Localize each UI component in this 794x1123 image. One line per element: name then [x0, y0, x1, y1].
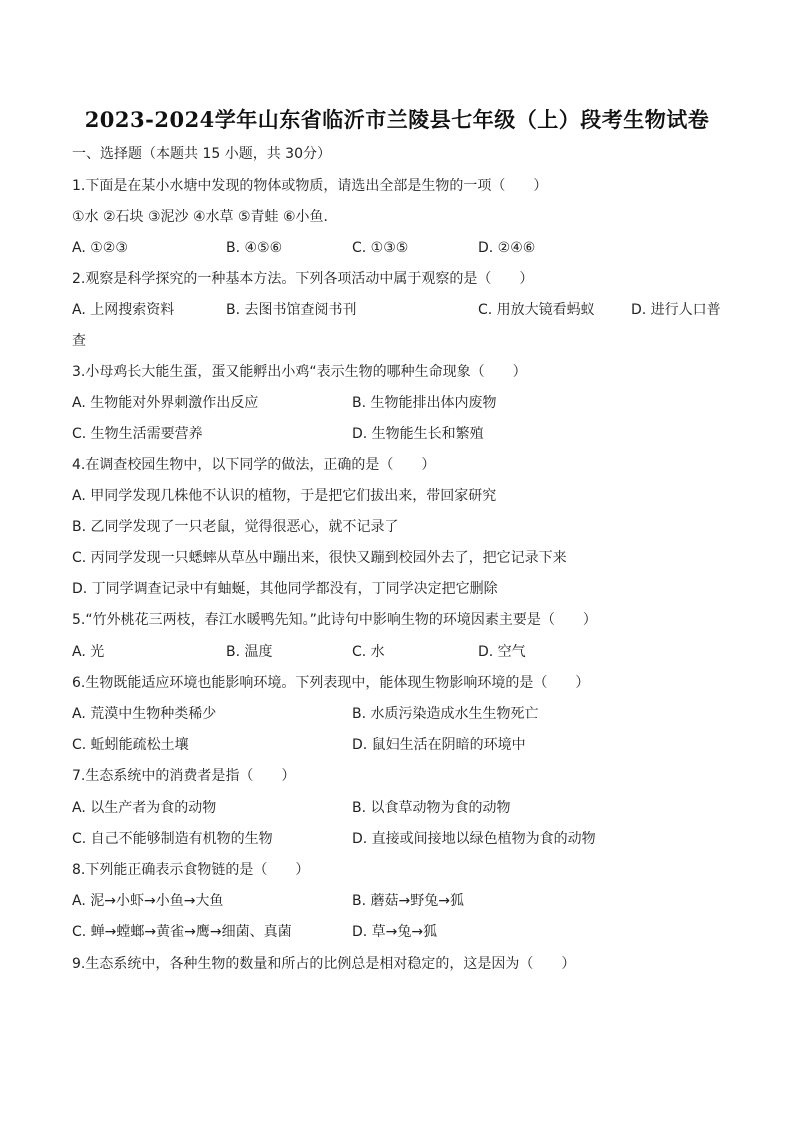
question-1-items: ①水 ②石块 ③泥沙 ④水草 ⑤青蛙 ⑥小鱼． — [72, 209, 338, 225]
question-5-option-a: A. 光 — [72, 644, 105, 660]
question-1-option-b: B. ④⑤⑥ — [226, 240, 283, 256]
question-6-option-b: B. 水质污染造成水生生物死亡 — [352, 706, 539, 722]
question-8-option-a: A. 泥→小虾→小鱼→大鱼 — [72, 893, 224, 909]
question-6-option-d: D. 鼠妇生活在阴暗的环境中 — [352, 737, 526, 753]
question-1-option-c: C. ①③⑤ — [352, 240, 409, 256]
question-2-option-d-wrap: 查 — [72, 333, 86, 349]
question-1-option-d: D. ②④⑥ — [478, 240, 536, 256]
question-2-option-c: C. 用放大镜看蚂蚁 — [478, 302, 595, 318]
question-2-option-d: D. 进行人口普 — [631, 302, 721, 318]
question-5-option-d: D. 空气 — [478, 644, 526, 660]
question-8-option-d: D. 草→兔→狐 — [352, 924, 438, 940]
question-4-option-b: B. 乙同学发现了一只老鼠，觉得很恶心，就不记录了 — [72, 519, 399, 535]
question-4-option-d: D. 丁同学调查记录中有蚰蜒，其他同学都没有，丁同学决定把它删除 — [72, 581, 498, 597]
exam-title: 2023-2024学年山东省临沂市兰陵县七年级（上）段考生物试卷 — [84, 107, 710, 132]
question-8-stem: 8.下列能正确表示食物链的是（ ） — [72, 862, 310, 878]
question-6-option-a: A. 荒漠中生物种类稀少 — [72, 706, 217, 722]
question-7-stem: 7.生态系统中的消费者是指（ ） — [72, 768, 296, 784]
question-3-stem: 3.小母鸡长大能生蛋，蛋又能孵出小鸡“表示生物的哪种生命现象（ ） — [72, 364, 527, 380]
question-1-option-a: A. ①②③ — [72, 240, 128, 256]
question-7-option-a: A. 以生产者为食的动物 — [72, 800, 217, 816]
question-3-option-a: A. 生物能对外界刺激作出反应 — [72, 395, 259, 411]
question-1-stem: 1.下面是在某小水塘中发现的物体或物质，请选出全部是生物的一项（ ） — [72, 178, 548, 194]
question-2-option-a: A. 上网搜索资料 — [72, 302, 175, 318]
question-6-option-c: C. 蚯蚓能疏松土壤 — [72, 737, 189, 753]
question-7-option-b: B. 以食草动物为食的动物 — [352, 800, 511, 816]
question-2-stem: 2.观察是科学探究的一种基本方法。下列各项活动中属于观察的是（ ） — [72, 271, 534, 287]
question-3-option-b: B. 生物能排出体内废物 — [352, 395, 497, 411]
question-7-option-d: D. 直接或间接地以绿色植物为食的动物 — [352, 831, 596, 847]
section-heading: 一、选择题（本题共 15 小题，共 30分） — [72, 146, 331, 162]
question-5-option-c: C. 水 — [352, 644, 385, 660]
question-5-option-b: B. 温度 — [226, 644, 273, 660]
question-8-option-b: B. 蘑菇→野兔→狐 — [352, 893, 464, 909]
question-8-option-c: C. 蝉→螳螂→黄雀→鹰→细菌、真菌 — [72, 924, 292, 940]
question-6-stem: 6.生物既能适应环境也能影响环境。下列表现中，能体现生物影响环境的是（ ） — [72, 675, 590, 691]
question-3-option-d: D. 生物能生长和繁殖 — [352, 426, 484, 442]
question-5-stem: 5.“竹外桃花三两枝，春江水暖鸭先知。”此诗句中影响生物的环境因素主要是（ ） — [72, 612, 597, 628]
question-4-option-c: C. 丙同学发现一只蟋蟀从草丛中蹦出来，很快又蹦到校园外去了，把它记录下来 — [72, 550, 567, 566]
question-2-option-b: B. 去图书馆查阅书刊 — [226, 302, 357, 318]
question-9-stem: 9.生态系统中，各种生物的数量和所占的比例总是相对稳定的，这是因为（ ） — [72, 956, 576, 972]
question-4-option-a: A. 甲同学发现几株他不认识的植物，于是把它们拔出来，带回家研究 — [72, 488, 497, 504]
question-7-option-c: C. 自己不能够制造有机物的生物 — [72, 831, 273, 847]
question-3-option-c: C. 生物生活需要营养 — [72, 426, 203, 442]
question-4-stem: 4.在调查校园生物中，以下同学的做法，正确的是（ ） — [72, 457, 436, 473]
